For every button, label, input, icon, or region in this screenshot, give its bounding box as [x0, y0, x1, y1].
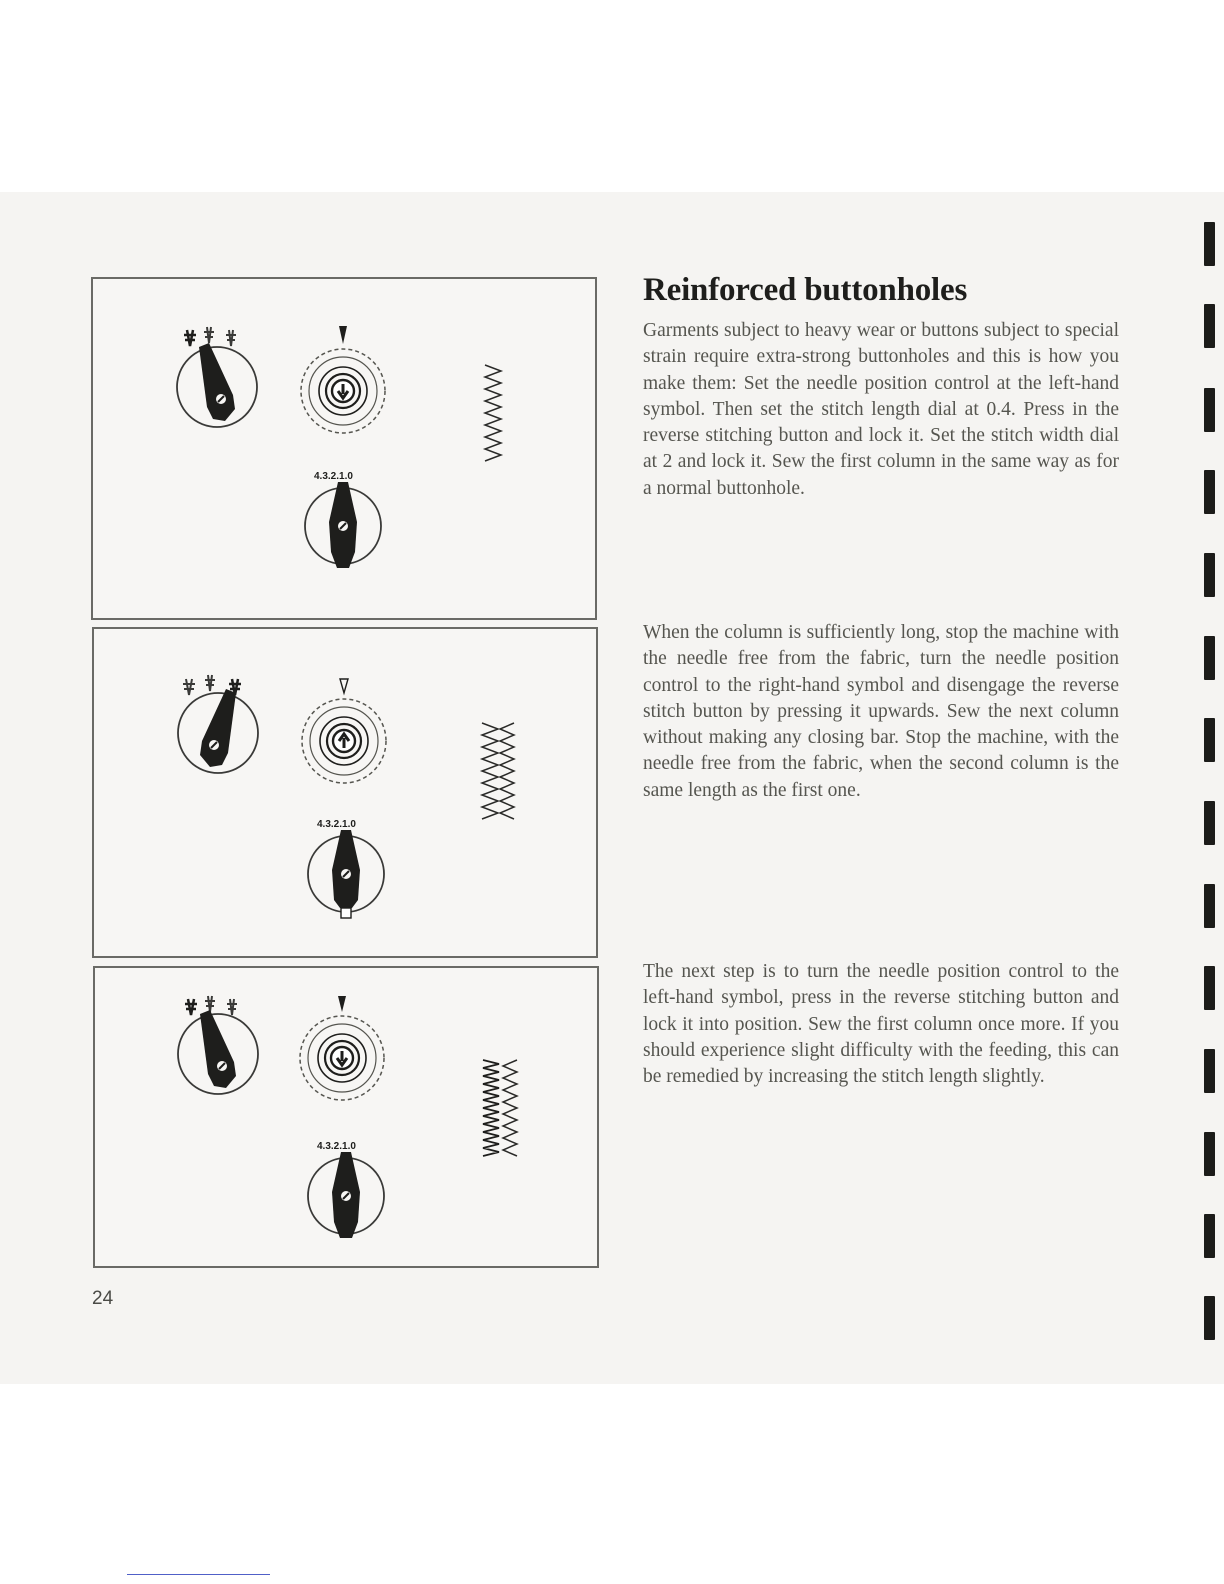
paragraph-step-3: The next step is to turn the needle position control to the left-hand symbol, press in the reverse stitching button and lock it into position. Sew the first column once more. If you should experience slight difficulty with the feeding, this can be remedied by increasing the stitch length slightly.: [643, 961, 1119, 1088]
width-scale: 4.3.2.1.0: [317, 1141, 356, 1152]
stitch-width-dial-icon: [305, 471, 381, 568]
illustration-step-2: [92, 627, 598, 958]
width-scale: 4.3.2.1.0: [314, 471, 353, 482]
zigzag-stitch-icon: [482, 723, 498, 819]
illustration-step-1: [91, 277, 597, 620]
index-tab: [1204, 470, 1215, 514]
step-2-diagram: [94, 629, 596, 956]
index-tab: [1204, 388, 1215, 432]
paragraph-step-2: When the column is sufficiently long, stop the machine with the needle free from the fabric, turn the needle position control to the right-hand symbol and disengage the reverse stitch button by pressing it upwards. Sew the next column without making any closing bar. Stop the machine, with the needle free from the fabric, when the second column is the same length as the first one.: [643, 622, 1119, 801]
needle-position-dial-icon: [177, 327, 257, 427]
needle-position-symbols: [184, 327, 236, 346]
pointer-marker: [340, 679, 348, 693]
stitch-width-dial-icon: [308, 1141, 384, 1238]
footer-line: [127, 1574, 270, 1575]
page-number: 24: [92, 1288, 114, 1309]
index-tab: [1204, 884, 1215, 928]
page-title: Reinforced buttonholes: [643, 272, 968, 308]
index-tab: [1204, 966, 1215, 1010]
index-tab: [1204, 1214, 1215, 1258]
pointer-marker: [338, 996, 346, 1012]
zigzag-stitch-icon: [485, 365, 501, 461]
zigzag-stitch-icon: [503, 1060, 517, 1156]
zigzag-stitch-icon: [483, 1060, 499, 1156]
index-tab: [1204, 1132, 1215, 1176]
index-tab: [1204, 1049, 1215, 1093]
illustration-step-3: [93, 966, 599, 1268]
stitch-width-dial-icon: [308, 819, 384, 918]
step-3-diagram: [95, 968, 597, 1266]
width-scale: 4.3.2.1.0: [317, 819, 356, 830]
reverse-stitch-button-icon: [301, 326, 385, 433]
needle-position-dial-icon: [178, 996, 258, 1094]
zigzag-stitch-icon: [500, 723, 514, 819]
index-tab: [1204, 1296, 1215, 1340]
index-tab: [1204, 553, 1215, 597]
needle-position-dial-icon: [178, 675, 258, 773]
step-1-diagram: [93, 279, 595, 618]
index-tab: [1204, 718, 1215, 762]
index-tab: [1204, 801, 1215, 845]
paragraph-step-1: Garments subject to heavy wear or buttons subject to special strain require extra-strong buttonholes and this is how you make them: Set the needle position control at the left-hand symbol. Then set the stitch length dial at 0.4. Press in the reverse stitching button and lock it. Set the stitch width dial at 2 and lock it. Sew the first column in the same way as for a normal buttonhole.: [643, 320, 1119, 499]
index-tab: [1204, 636, 1215, 680]
reverse-stitch-button-icon: [302, 679, 386, 783]
pointer-marker: [339, 326, 347, 344]
index-tab: [1204, 304, 1215, 348]
index-tab: [1204, 222, 1215, 266]
reverse-stitch-button-icon: [300, 996, 384, 1100]
